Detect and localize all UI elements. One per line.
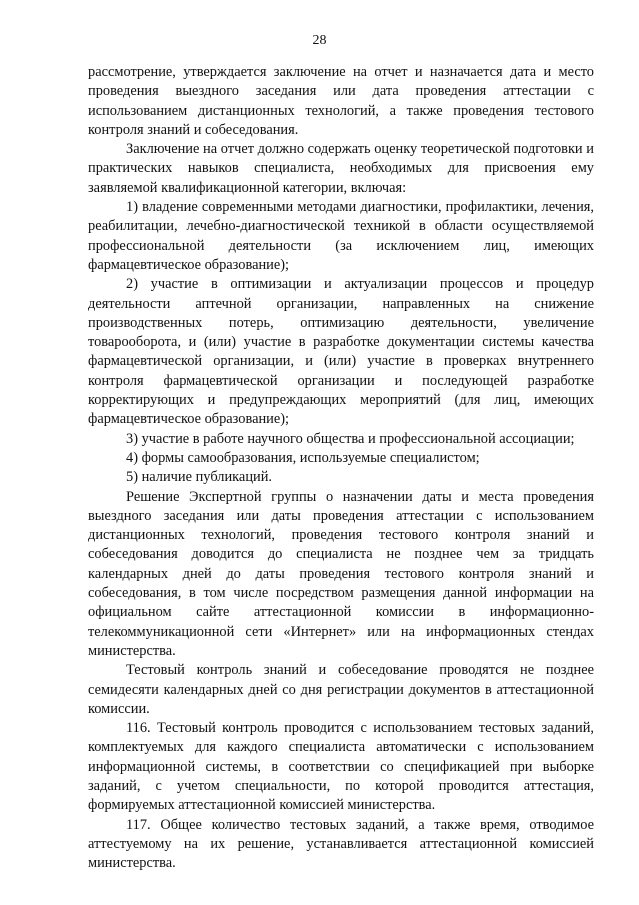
list-item-3: 3) участие в работе научного общества и профессиональной ассоциации; xyxy=(126,430,575,447)
clause-116: 116. Тестовый контроль проводится с использованием тестовых заданий, комплектуемых для каждого специалиста автоматически с использованием информационной системы, в соответствии со спецификацией при выборке заданий, с учетом специальности, по которой проводится аттестация, формируемых аттестационной комиссией министерства. xyxy=(88,720,594,814)
paragraph-continuation: рассмотрение, утверждается заключение на отчет и назначается дата и место проведения выездного заседания или дата проведения аттестации с использованием дистанционных технологий, а также проведения тестового контроля знаний и собеседования. xyxy=(88,64,594,138)
paragraph-conclusion-intro: Заключение на отчет должно содержать оценку теоретической подготовки и практических навыков специалиста, необходимых для присвоения ему заявляемой квалификационной категории, включая: xyxy=(88,141,594,196)
clause-117: 117. Общее количество тестовых заданий, а также время, отводимое аттестуемому на их решение, устанавливается аттестационной комиссией министерства. xyxy=(88,816,594,872)
list-item-1: 1) владение современными методами диагностики, профилактики, лечения, реабилитации, лечебно-диагностической техникой в области осуществляемой профессиональной деятельности (за исключением лиц, имеющих фармацевтическое образование); xyxy=(88,199,594,273)
page-number: 28 xyxy=(312,33,327,48)
list-item-5: 5) наличие публикаций. xyxy=(126,469,273,486)
paragraph-expert-decision: Решение Экспертной группы о назначении даты и места проведения выездного заседания или даты проведения аттестации с использованием дистанционных технологий, проведения тестового контроля знаний и собеседования доводится до специалиста не позднее чем за тридцать календарных дней до даты проведения тестового контроля знаний и собеседования, в том числе посредством размещения данной информации на официальном сайте аттестационной комиссии в информационно-телекоммуникационной сети «Интернет» или на информационных стендах министерства. xyxy=(88,488,594,659)
list-item-4: 4) формы самообразования, используемые специалистом; xyxy=(126,449,480,466)
document-body xyxy=(88,63,594,873)
paragraph-test-deadline: Тестовый контроль знаний и собеседование проводятся не позднее семидесяти календарных дней со дня регистрации документов в аттестационной комиссии. xyxy=(88,662,594,717)
list-item-2: 2) участие в оптимизации и актуализации процессов и процедур деятельности аптечной организации, направленных на снижение производственных потерь, оптимизацию деятельности, увеличение товарооборота, и (или) участие в разработке документации системы качества фармацевтической организации, и (или) участие в проверках внутреннего контроля фармацевтической организации и последующей разработке корректирующих и предупреждающих мероприятий (для лиц, имеющих фармацевтическое образование); xyxy=(88,276,594,428)
